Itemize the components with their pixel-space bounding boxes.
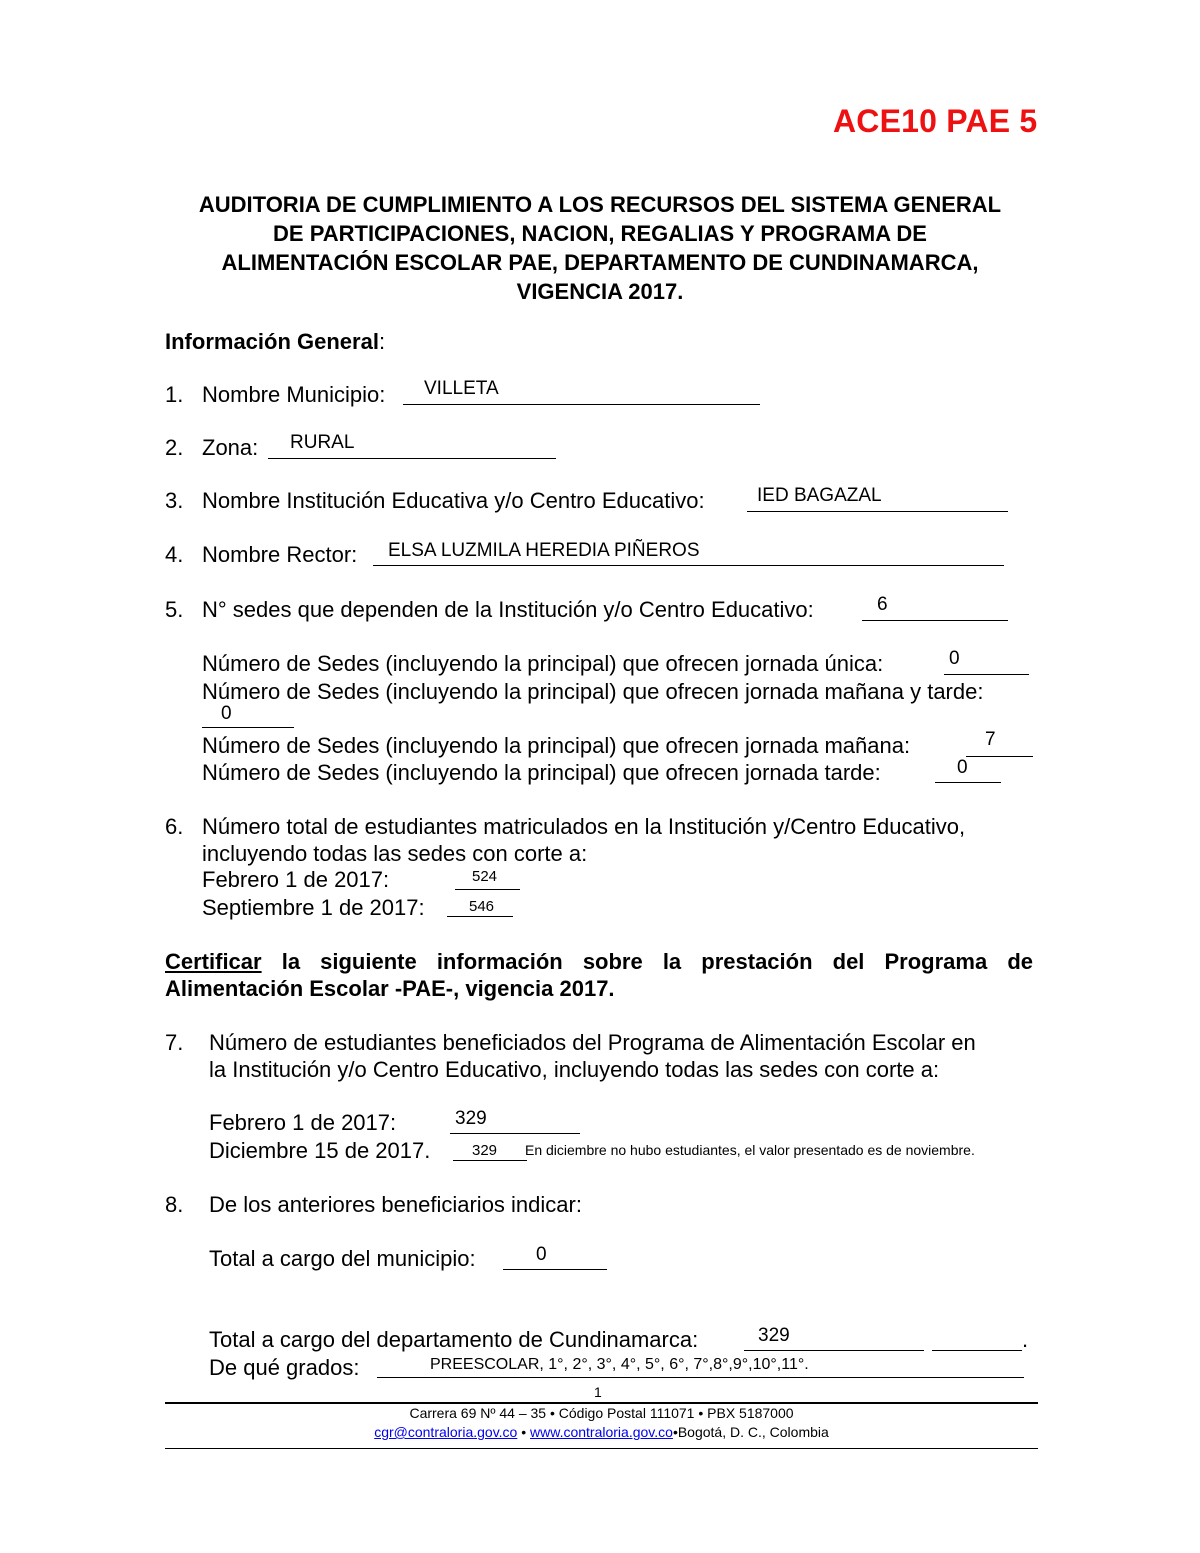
email-link[interactable]: cgr@contraloria.gov.co bbox=[374, 1424, 518, 1440]
footer-rule-top bbox=[165, 1402, 1038, 1404]
grados-line bbox=[377, 1377, 1024, 1378]
beneficiados-feb-line bbox=[450, 1133, 580, 1134]
jornada-manana-line bbox=[966, 756, 1033, 757]
question-number: 7. bbox=[165, 1030, 184, 1055]
sedes-line bbox=[862, 620, 1008, 621]
matriculados-feb-label: Febrero 1 de 2017: bbox=[202, 867, 390, 892]
certify-word: Certificar bbox=[165, 949, 262, 974]
document-title bbox=[140, 190, 1060, 306]
departamento-total-line bbox=[744, 1350, 924, 1351]
jornada-manana-tarde-label: Número de Sedes (incluyendo la principal) que ofrecen jornada mañana y tarde: bbox=[202, 679, 984, 704]
rector-value: ELSA LUZMILA HEREDIA PIÑEROS bbox=[388, 540, 700, 561]
matriculados-sep-value: 546 bbox=[469, 898, 495, 915]
beneficiarios-indicar-label: De los anteriores beneficiarios indicar: bbox=[209, 1192, 582, 1217]
certify-line2: Alimentación Escolar -PAE-, vigencia 2017. bbox=[165, 976, 615, 1001]
beneficiados-dic-note: En diciembre no hubo estudiantes, el valor presentado es de noviembre. bbox=[525, 1142, 975, 1158]
jornada-manana-label: Número de Sedes (incluyendo la principal) que ofrecen jornada mañana: bbox=[202, 733, 911, 758]
beneficiados-feb-value: 329 bbox=[455, 1108, 487, 1129]
title-line: DE PARTICIPACIONES, NACION, REGALIAS Y PROGRAMA DE bbox=[273, 221, 927, 246]
beneficiados-line1: Número de estudiantes beneficiados del Programa de Alimentación Escolar en bbox=[209, 1030, 976, 1055]
municipio-label: Nombre Municipio: bbox=[202, 382, 386, 407]
departamento-total-end: . bbox=[1022, 1327, 1029, 1352]
rector-label: Nombre Rector: bbox=[202, 542, 358, 567]
grados-value: PREESCOLAR, 1°, 2°, 3°, 4°, 5°, 6°, 7°,8°,9°,10°,11°. bbox=[430, 1356, 809, 1373]
municipio-value: VILLETA bbox=[424, 378, 499, 399]
question-number: 2. bbox=[165, 435, 184, 460]
page-number: 1 bbox=[594, 1384, 602, 1400]
sedes-value: 6 bbox=[877, 594, 888, 615]
footer-address: Carrera 69 Nº 44 – 35 • Código Postal 111071 • PBX 5187000 bbox=[409, 1405, 794, 1421]
jornada-unica-label: Número de Sedes (incluyendo la principal) que ofrecen jornada única: bbox=[202, 651, 884, 676]
jornada-manana-value: 7 bbox=[985, 729, 996, 750]
municipio-total-label: Total a cargo del municipio: bbox=[209, 1246, 476, 1271]
question-number: 6. bbox=[165, 814, 184, 839]
matriculados-sep-label: Septiembre 1 de 2017: bbox=[202, 895, 425, 920]
jornada-tarde-value: 0 bbox=[957, 757, 968, 778]
footer-city: •Bogotá, D. C., Colombia bbox=[672, 1424, 829, 1440]
footer-separator: • bbox=[517, 1424, 531, 1440]
jornada-tarde-line bbox=[935, 782, 1001, 783]
institucion-value: IED BAGAZAL bbox=[757, 485, 882, 506]
jornada-manana-tarde-value: 0 bbox=[221, 703, 232, 724]
title-line: AUDITORIA DE CUMPLIMIENTO A LOS RECURSOS DEL SISTEMA GENERAL bbox=[198, 192, 1002, 217]
zona-label: Zona: bbox=[202, 435, 259, 460]
matriculados-feb-line bbox=[455, 889, 520, 890]
question-number: 5. bbox=[165, 597, 184, 622]
section-heading-text: Información General bbox=[165, 329, 379, 354]
question-number: 1. bbox=[165, 382, 184, 407]
question-number: 3. bbox=[165, 488, 184, 513]
document-code: ACE10 PAE 5 bbox=[833, 103, 1038, 139]
beneficiados-line2: la Institución y/o Centro Educativo, incluyendo todas las sedes con corte a: bbox=[209, 1057, 940, 1082]
departamento-total-value: 329 bbox=[758, 1325, 790, 1346]
question-number: 4. bbox=[165, 542, 184, 567]
beneficiados-dic-value: 329 bbox=[472, 1142, 498, 1159]
footer-rule-bottom bbox=[165, 1448, 1038, 1449]
title-line: ALIMENTACIÓN ESCOLAR PAE, DEPARTAMENTO DE CUNDINAMARCA, bbox=[221, 250, 979, 275]
jornada-unica-line bbox=[944, 674, 1029, 675]
footer-contact bbox=[165, 1424, 1038, 1440]
rector-line bbox=[373, 565, 1004, 566]
institucion-label: Nombre Institución Educativa y/o Centro Educativo: bbox=[202, 488, 705, 513]
municipio-total-value: 0 bbox=[536, 1244, 547, 1265]
municipio-line bbox=[403, 404, 760, 405]
certify-line1-rest: la siguiente información sobre la prestación del Programa de bbox=[281, 949, 1033, 974]
zona-value: RURAL bbox=[290, 432, 355, 453]
matriculados-sep-line bbox=[447, 916, 513, 917]
beneficiados-feb-label: Febrero 1 de 2017: bbox=[209, 1110, 397, 1135]
sedes-label: N° sedes que dependen de la Institución y/o Centro Educativo: bbox=[202, 597, 814, 622]
jornada-manana-tarde-line bbox=[202, 727, 294, 728]
municipio-total-line bbox=[503, 1269, 607, 1270]
section-heading bbox=[165, 329, 385, 355]
institucion-line bbox=[747, 511, 1008, 512]
certify-line1 bbox=[165, 949, 1033, 975]
title-line: VIGENCIA 2017. bbox=[516, 279, 684, 304]
question-number: 8. bbox=[165, 1192, 184, 1217]
matriculados-line2: incluyendo todas las sedes con corte a: bbox=[202, 841, 588, 866]
departamento-total-label: Total a cargo del departamento de Cundinamarca: bbox=[209, 1327, 699, 1352]
section-heading-colon: : bbox=[378, 329, 386, 354]
matriculados-line1: Número total de estudiantes matriculados en la Institución y/Centro Educativo, bbox=[202, 814, 966, 839]
beneficiados-dic-label: Diciembre 15 de 2017. bbox=[209, 1138, 431, 1163]
jornada-unica-value: 0 bbox=[949, 648, 960, 669]
website-link[interactable]: www.contraloria.gov.co bbox=[530, 1424, 673, 1440]
matriculados-feb-value: 524 bbox=[472, 868, 498, 885]
grados-label: De qué grados: bbox=[209, 1355, 360, 1380]
departamento-total-line-2 bbox=[932, 1350, 1022, 1351]
beneficiados-dic-line bbox=[453, 1160, 527, 1161]
zona-line bbox=[268, 458, 556, 459]
jornada-tarde-label: Número de Sedes (incluyendo la principal) que ofrecen jornada tarde: bbox=[202, 760, 881, 785]
